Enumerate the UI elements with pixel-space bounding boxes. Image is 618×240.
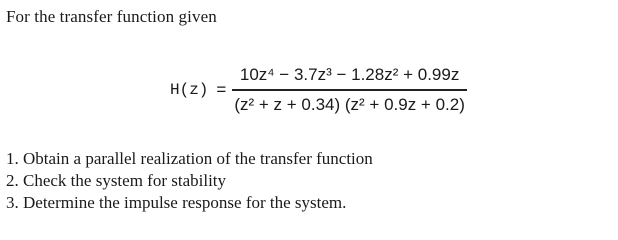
- task-item-1: 1. Obtain a parallel realization of the transfer function: [6, 149, 373, 168]
- fraction: [232, 63, 467, 116]
- task-item-2: 2. Check the system for stability: [6, 171, 227, 190]
- equation-lhs: H(z): [170, 81, 209, 99]
- task-item-3: 3. Determine the impulse response for the system.: [6, 193, 347, 212]
- equals-sign: =: [216, 80, 227, 99]
- denominator: (z² + z + 0.34) (z² + 0.9z + 0.2): [234, 94, 465, 114]
- numerator: 10z⁴ − 3.7z³ − 1.28z² + 0.99z: [239, 65, 460, 85]
- intro-text: For the transfer function given: [6, 7, 217, 26]
- transfer-function-equation: [170, 55, 467, 125]
- task-list: [6, 148, 373, 214]
- fraction-bar: [232, 89, 467, 90]
